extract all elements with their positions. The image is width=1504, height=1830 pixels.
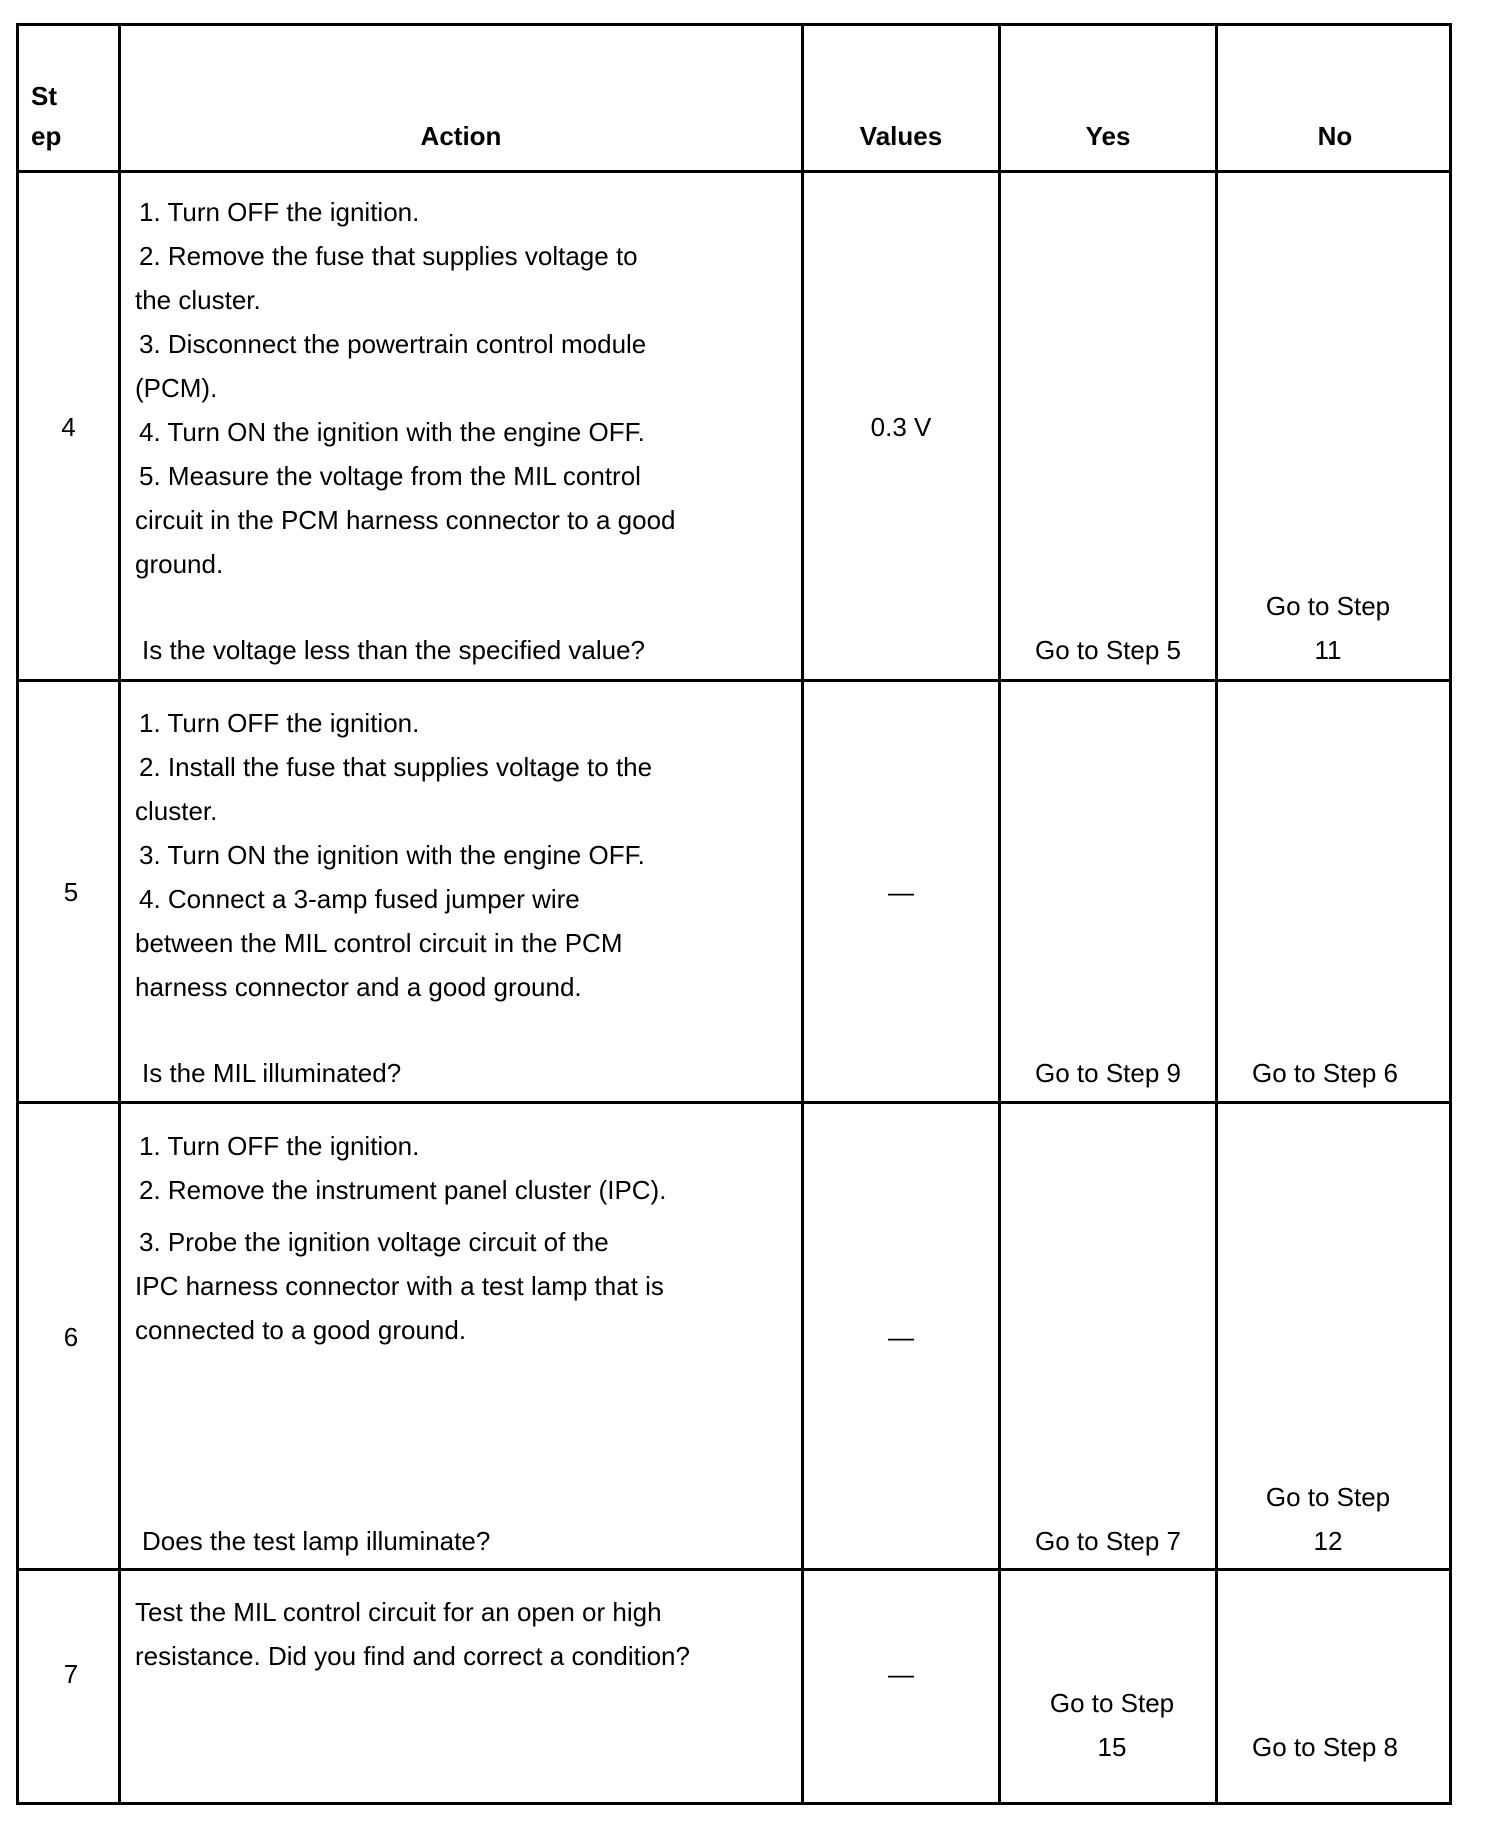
action-line: cluster. bbox=[135, 796, 218, 826]
step-number: 6 bbox=[63, 1322, 79, 1352]
no-cell-line2: 12 bbox=[1313, 1526, 1343, 1556]
header-no: No bbox=[1317, 121, 1353, 151]
no-cell-line1: Go to Step bbox=[1265, 1482, 1391, 1512]
diagnostic-table bbox=[16, 23, 1452, 1805]
header-yes: Yes bbox=[1085, 121, 1131, 151]
column-divider bbox=[118, 26, 121, 1802]
action-line: 2. Remove the fuse that supplies voltage to bbox=[139, 241, 638, 271]
no-cell-line1: Go to Step bbox=[1265, 591, 1391, 621]
action-line: 5. Measure the voltage from the MIL control bbox=[139, 461, 641, 491]
value-cell: 0.3 V bbox=[870, 412, 932, 442]
action-line: the cluster. bbox=[135, 285, 261, 315]
action-line: 1. Turn OFF the ignition. bbox=[139, 197, 420, 227]
action-line: ground. bbox=[135, 549, 224, 579]
yes-cell-line1: Go to Step bbox=[1049, 1688, 1175, 1718]
action-line: 4. Turn ON the ignition with the engine OFF. bbox=[139, 417, 645, 447]
step-number: 4 bbox=[61, 412, 76, 442]
header-action: Action bbox=[420, 121, 502, 151]
action-line: harness connector and a good ground. bbox=[135, 972, 582, 1002]
action-line: 1. Turn OFF the ignition. bbox=[139, 1131, 420, 1161]
row-divider bbox=[19, 170, 1449, 173]
value-cell: — bbox=[888, 1322, 914, 1352]
action-line: Test the MIL control circuit for an open or high bbox=[135, 1597, 662, 1627]
header-step-line1: St bbox=[31, 81, 57, 111]
action-line: 3. Probe the ignition voltage circuit of the bbox=[139, 1227, 609, 1257]
action-line: connected to a good ground. bbox=[135, 1315, 467, 1345]
header-values: Values bbox=[859, 121, 943, 151]
value-cell: — bbox=[888, 877, 914, 907]
step-number: 7 bbox=[63, 1659, 79, 1689]
no-cell: Go to Step 8 bbox=[1252, 1732, 1398, 1762]
step-number: 5 bbox=[63, 877, 79, 907]
yes-cell: Go to Step 7 bbox=[1035, 1526, 1181, 1556]
action-line: 3. Disconnect the powertrain control module bbox=[139, 329, 647, 359]
action-line: 2. Remove the instrument panel cluster (IPC). bbox=[139, 1175, 667, 1205]
action-line: 2. Install the fuse that supplies voltage to the bbox=[139, 752, 653, 782]
action-line: 4. Connect a 3-amp fused jumper wire bbox=[139, 884, 580, 914]
action-line: resistance. Did you find and correct a condition? bbox=[135, 1641, 690, 1671]
no-cell: Go to Step 6 bbox=[1252, 1058, 1398, 1088]
action-line: 3. Turn ON the ignition with the engine OFF. bbox=[139, 840, 645, 870]
row-divider bbox=[19, 1568, 1449, 1571]
value-cell: — bbox=[888, 1659, 914, 1689]
header-step-line2: ep bbox=[31, 121, 62, 151]
action-question: Is the voltage less than the specified value? bbox=[142, 635, 645, 665]
action-line: circuit in the PCM harness connector to a good bbox=[135, 505, 676, 535]
action-line: 1. Turn OFF the ignition. bbox=[139, 708, 420, 738]
no-cell-line2: 11 bbox=[1314, 635, 1342, 665]
yes-cell: Go to Step 9 bbox=[1035, 1058, 1181, 1088]
yes-cell-line2: 15 bbox=[1097, 1732, 1127, 1762]
action-line: between the MIL control circuit in the PCM bbox=[135, 928, 623, 958]
row-divider bbox=[19, 1101, 1449, 1104]
action-question: Does the test lamp illuminate? bbox=[142, 1526, 491, 1556]
yes-cell: Go to Step 5 bbox=[1035, 635, 1181, 665]
action-line: (PCM). bbox=[135, 373, 218, 403]
action-question: Is the MIL illuminated? bbox=[142, 1058, 402, 1088]
column-divider bbox=[801, 26, 804, 1802]
row-divider bbox=[19, 679, 1449, 682]
action-line: IPC harness connector with a test lamp that is bbox=[135, 1271, 664, 1301]
